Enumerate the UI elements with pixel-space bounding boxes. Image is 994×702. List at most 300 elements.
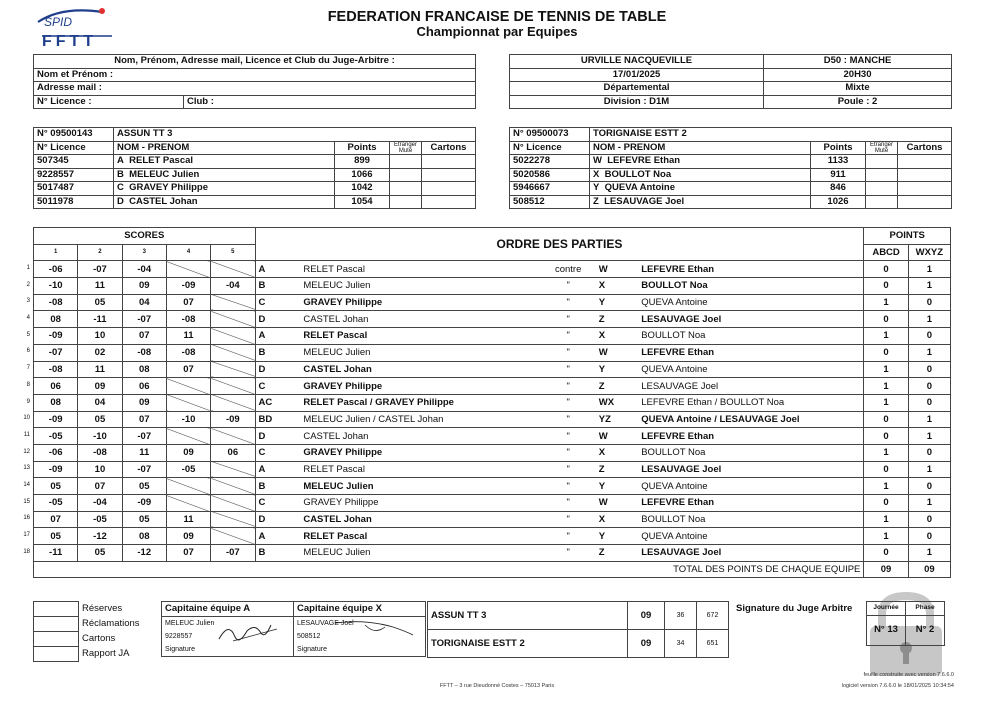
referee-signature-label: Signature du Juge Arbitre <box>736 603 853 614</box>
match-row <box>34 394 951 411</box>
versus-mark: " <box>548 344 589 361</box>
match-number: 11 <box>23 431 30 438</box>
match-number: 1 <box>26 265 30 271</box>
checklist-reserves: Réserves <box>82 603 123 614</box>
set-score: 05 <box>122 478 166 495</box>
versus-mark: " <box>548 294 589 311</box>
versus-mark: " <box>548 461 589 478</box>
captain-a-title: Capitaine équipe A <box>162 602 294 617</box>
set-score: 05 <box>78 294 122 311</box>
match-rows <box>34 261 951 561</box>
captain-signatures <box>215 617 415 647</box>
player-licence: 9228557 <box>34 168 114 182</box>
set-score: 06 <box>34 378 78 395</box>
result-x: 1 <box>908 545 950 562</box>
player-a-letters: D <box>255 311 300 328</box>
match-number: 18 <box>23 548 30 555</box>
set-score: -08 <box>78 444 122 461</box>
player-x-letters: Z <box>589 461 638 478</box>
player-letter: B <box>117 168 124 180</box>
match-number: 15 <box>23 498 30 505</box>
result-x-score: 09 <box>628 630 665 658</box>
set-score: 09 <box>166 528 210 545</box>
total-x: 09 <box>908 561 950 578</box>
set-score: -04 <box>211 278 255 295</box>
set-score: 04 <box>122 294 166 311</box>
set-score: -11 <box>78 311 122 328</box>
set-score: 07 <box>166 361 210 378</box>
versus-mark: " <box>548 328 589 345</box>
match-row <box>34 495 951 512</box>
match-number: 10 <box>23 415 30 422</box>
result-x: 1 <box>908 428 950 445</box>
result-a: 0 <box>864 428 908 445</box>
player-x-letters: YZ <box>589 411 638 428</box>
result-a: 1 <box>864 511 908 528</box>
set-score: 07 <box>78 478 122 495</box>
team-a-player-row <box>34 168 476 182</box>
set-score: -10 <box>78 428 122 445</box>
match-row <box>34 478 951 495</box>
set-score <box>166 478 210 495</box>
checklist-cards: Cartons <box>82 633 116 644</box>
player-x-letters: Z <box>589 311 638 328</box>
player-a-name: MELEUC Julien / CASTEL Johan <box>300 411 547 428</box>
match-number: 7 <box>26 365 30 372</box>
set-score: -09 <box>211 411 255 428</box>
set-score: 05 <box>78 545 122 562</box>
player-x-letters: X <box>589 328 638 345</box>
result-a: 1 <box>864 478 908 495</box>
set-score: 07 <box>122 328 166 345</box>
player-a-letters: B <box>255 278 300 295</box>
result-x-points: 651 <box>697 630 729 658</box>
player-licence: 5022278 <box>510 155 590 169</box>
set-score <box>211 361 255 378</box>
set-score <box>166 495 210 512</box>
match-row <box>34 344 951 361</box>
set-score <box>211 428 255 445</box>
meeting-table <box>509 54 952 109</box>
checklist-claims: Réclamations <box>82 618 140 629</box>
result-team-x: TORIGNAISE ESTT 2 <box>428 630 628 658</box>
player-name: LESAUVAGE Joel <box>604 195 685 207</box>
set-score: -09 <box>34 411 78 428</box>
player-a-name: GRAVEY Philippe <box>300 495 547 512</box>
result-a: 0 <box>864 411 908 428</box>
result-a: 1 <box>864 528 908 545</box>
player-a-letters: C <box>255 378 300 395</box>
set-score: 08 <box>122 528 166 545</box>
match-number: 4 <box>26 315 30 322</box>
player-a-name: RELET Pascal <box>300 461 547 478</box>
player-x-letters: W <box>589 261 638 278</box>
set-score <box>166 394 210 411</box>
result-a: 0 <box>864 278 908 295</box>
captain-a-signature-label: Signature <box>162 644 294 657</box>
player-a-name: MELEUC Julien <box>300 545 547 562</box>
player-x-name: QUEVA Antoine <box>638 294 864 311</box>
player-points: 1042 <box>335 182 390 196</box>
set-score: 08 <box>122 361 166 378</box>
built-version-note: feuille construite avec version 7.6.6.0 <box>863 672 954 678</box>
result-a: 0 <box>864 311 908 328</box>
match-row <box>34 294 951 311</box>
meeting-category: Mixte <box>764 82 952 96</box>
result-a: 0 <box>864 461 908 478</box>
meeting-pool: Poule : 2 <box>764 95 952 109</box>
order-heading: ORDRE DES PARTIES <box>255 228 864 261</box>
referee-licence-label: N° Licence : <box>34 95 184 109</box>
captain-a-licence: 9228557 <box>162 630 294 644</box>
set-score: 11 <box>166 511 210 528</box>
result-x: 0 <box>908 328 950 345</box>
set-score <box>211 261 255 278</box>
result-a: 1 <box>864 378 908 395</box>
set-score <box>211 461 255 478</box>
set-score <box>211 528 255 545</box>
player-name: GRAVEY Philippe <box>129 182 208 194</box>
player-x-name: LEFEVRE Ethan / BOULLOT Noa <box>638 394 864 411</box>
match-number: 14 <box>23 481 30 488</box>
phase-value: N° 2 <box>906 615 945 645</box>
player-a-name: GRAVEY Philippe <box>300 444 547 461</box>
set-score: -10 <box>34 278 78 295</box>
team-a-player-row <box>34 195 476 209</box>
total-label: TOTAL DES POINTS DE CHAQUE EQUIPE <box>34 561 864 578</box>
player-name: QUEVA Antoine <box>604 182 675 194</box>
referee-club-label: Club : <box>184 95 476 109</box>
player-licence: 508512 <box>510 195 590 209</box>
points-col-abcd: ABCD <box>864 244 908 261</box>
player-letter: A <box>117 155 124 167</box>
result-x: 1 <box>908 344 950 361</box>
captain-a-name: MELEUC Julien <box>162 617 294 631</box>
player-a-letters: C <box>255 444 300 461</box>
set-score: -04 <box>78 495 122 512</box>
set-score: -10 <box>166 411 210 428</box>
set-score: 07 <box>166 294 210 311</box>
match-row <box>34 444 951 461</box>
player-x-letters: Z <box>589 378 638 395</box>
checklist-report: Rapport JA <box>82 648 130 659</box>
player-letter: W <box>593 155 602 167</box>
match-row <box>34 278 951 295</box>
player-x-letters: Y <box>589 361 638 378</box>
player-letter: X <box>593 168 600 180</box>
team-a-player-row <box>34 155 476 169</box>
player-a-letters: D <box>255 511 300 528</box>
result-a: 0 <box>864 344 908 361</box>
logo-spid-text: SPID <box>44 15 73 29</box>
set-score: -08 <box>166 311 210 328</box>
team-a-player-row <box>34 182 476 196</box>
set-score: 05 <box>34 478 78 495</box>
match-number: 3 <box>26 298 30 305</box>
result-a-sets: 36 <box>665 602 697 630</box>
player-a-letters: C <box>255 495 300 512</box>
match-row <box>34 511 951 528</box>
team-x-col-points: Points <box>811 141 866 155</box>
match-row <box>34 328 951 345</box>
day-phase-table <box>866 601 945 646</box>
player-a-name: CASTEL Johan <box>300 511 547 528</box>
set-score: 10 <box>78 328 122 345</box>
set-score: -08 <box>122 344 166 361</box>
set-score: -08 <box>34 361 78 378</box>
player-licence: 5946667 <box>510 182 590 196</box>
player-x-name: BOULLOT Noa <box>638 328 864 345</box>
player-a-letters: C <box>255 294 300 311</box>
set-score: 07 <box>34 511 78 528</box>
player-x-name: LESAUVAGE Joel <box>638 545 864 562</box>
set-score: 11 <box>78 361 122 378</box>
player-a-letters: A <box>255 461 300 478</box>
player-x-letters: W <box>589 344 638 361</box>
player-a-letters: A <box>255 328 300 345</box>
player-a-name: MELEUC Julien <box>300 478 547 495</box>
player-a-letters: B <box>255 478 300 495</box>
set-score <box>166 378 210 395</box>
player-letter: D <box>117 195 124 207</box>
player-x-name: BOULLOT Noa <box>638 444 864 461</box>
team-x-player-row <box>510 195 952 209</box>
set-score: 08 <box>34 311 78 328</box>
scores-heading: SCORES <box>34 228 256 245</box>
set-score: -06 <box>34 261 78 278</box>
set-score: 05 <box>78 411 122 428</box>
set-score: -05 <box>166 461 210 478</box>
team-x-col-licence: N° Licence <box>510 141 590 155</box>
versus-mark: " <box>548 278 589 295</box>
points-col-wxyz: WXYZ <box>908 244 950 261</box>
player-a-letters: A <box>255 261 300 278</box>
team-a-table <box>33 127 476 209</box>
player-points: 899 <box>335 155 390 169</box>
set-score: 11 <box>78 278 122 295</box>
set-score <box>211 378 255 395</box>
team-x-player-row <box>510 155 952 169</box>
result-a: 1 <box>864 444 908 461</box>
set-score: 09 <box>122 394 166 411</box>
versus-mark: " <box>548 378 589 395</box>
set-score: -09 <box>34 461 78 478</box>
set-score: -07 <box>211 545 255 562</box>
versus-mark: " <box>548 478 589 495</box>
player-licence: 5017487 <box>34 182 114 196</box>
fftt-address: FFTT – 3 rue Dieudonné Costes – 75013 Paris <box>439 683 555 689</box>
result-x: 0 <box>908 394 950 411</box>
match-row <box>34 428 951 445</box>
set-score <box>211 478 255 495</box>
versus-mark: contre <box>548 261 589 278</box>
meeting-time: 20H30 <box>764 68 952 82</box>
player-x-name: QUEVA Antoine <box>638 478 864 495</box>
player-x-name: LEFEVRE Ethan <box>638 344 864 361</box>
player-a-name: GRAVEY Philippe <box>300 378 547 395</box>
player-a-letters: B <box>255 545 300 562</box>
match-number: 5 <box>26 331 30 338</box>
set-score: -09 <box>166 278 210 295</box>
result-x: 0 <box>908 378 950 395</box>
phase-label: Phase <box>906 602 945 616</box>
team-x-table <box>509 127 952 209</box>
set-score: 10 <box>78 461 122 478</box>
player-x-name: LESAUVAGE Joel <box>638 378 864 395</box>
referee-heading: Nom, Prénom, Adresse mail, Licence et Club du Juge-Arbitre : <box>34 55 476 69</box>
match-row <box>34 461 951 478</box>
result-x-sets: 34 <box>665 630 697 658</box>
set-score: 05 <box>34 528 78 545</box>
versus-mark: " <box>548 545 589 562</box>
team-a-col-points: Points <box>335 141 390 155</box>
result-a: 1 <box>864 394 908 411</box>
set-score: -12 <box>122 545 166 562</box>
result-x: 1 <box>908 461 950 478</box>
versus-mark: " <box>548 528 589 545</box>
set-score: 02 <box>78 344 122 361</box>
result-a-points: 672 <box>697 602 729 630</box>
results-table <box>427 601 729 658</box>
player-a-name: RELET Pascal <box>300 328 547 345</box>
match-number: 6 <box>26 348 30 355</box>
versus-mark: " <box>548 444 589 461</box>
points-heading: POINTS <box>864 228 951 245</box>
player-x-name: QUEVA Antoine <box>638 528 864 545</box>
set-score: -08 <box>34 294 78 311</box>
result-a: 1 <box>864 294 908 311</box>
player-points: 1054 <box>335 195 390 209</box>
player-x-letters: Y <box>589 528 638 545</box>
total-a: 09 <box>864 561 908 578</box>
set-score <box>211 511 255 528</box>
match-row <box>34 545 951 562</box>
match-number: 12 <box>23 448 30 455</box>
player-x-letters: X <box>589 278 638 295</box>
result-a: 0 <box>864 261 908 278</box>
versus-mark: " <box>548 511 589 528</box>
team-a-col-name: NOM - PRENOM <box>114 141 335 155</box>
player-x-name: LESAUVAGE Joel <box>638 461 864 478</box>
player-letter: C <box>117 182 124 194</box>
player-x-name: LEFEVRE Ethan <box>638 261 864 278</box>
set-score: -09 <box>34 328 78 345</box>
software-version-note: logiciel version 7.6.6.0 le 18/01/2025 10:34:54 <box>841 683 954 689</box>
result-x: 1 <box>908 261 950 278</box>
set-col-2: 2 <box>78 244 122 261</box>
player-a-letters: D <box>255 428 300 445</box>
player-x-letters: X <box>589 511 638 528</box>
meeting-venue: URVILLE NACQUEVILLE <box>510 55 764 69</box>
page-title: FEDERATION FRANCAISE DE TENNIS DE TABLE <box>327 9 667 25</box>
set-score: -04 <box>122 261 166 278</box>
player-x-name: BOULLOT Noa <box>638 511 864 528</box>
day-label: Journée <box>867 602 906 616</box>
player-licence: 5011978 <box>34 195 114 209</box>
player-a-name: RELET Pascal / GRAVEY Philippe <box>300 394 547 411</box>
set-score: -07 <box>122 461 166 478</box>
team-x-col-name: NOM - PRENOM <box>590 141 811 155</box>
player-name: CASTEL Johan <box>129 195 198 207</box>
result-x: 1 <box>908 311 950 328</box>
player-licence: 5020586 <box>510 168 590 182</box>
team-a-name: ASSUN TT 3 <box>114 128 476 142</box>
player-a-name: MELEUC Julien <box>300 278 547 295</box>
team-x-player-row <box>510 168 952 182</box>
team-x-col-cards: Cartons <box>898 141 952 155</box>
referee-table <box>33 54 476 109</box>
set-score: -05 <box>34 495 78 512</box>
player-points: 846 <box>811 182 866 196</box>
versus-mark: " <box>548 411 589 428</box>
versus-mark: " <box>548 428 589 445</box>
player-x-letters: WX <box>589 394 638 411</box>
player-name: MELEUC Julien <box>129 168 200 180</box>
player-a-name: RELET Pascal <box>300 528 547 545</box>
matches-table <box>33 227 951 578</box>
player-letter: Z <box>593 195 599 207</box>
set-score: 09 <box>166 444 210 461</box>
team-x-name: TORIGNAISE ESTT 2 <box>590 128 952 142</box>
referee-mail-label: Adresse mail : <box>34 82 476 96</box>
set-col-3: 3 <box>122 244 166 261</box>
result-x: 0 <box>908 528 950 545</box>
set-score: 07 <box>166 545 210 562</box>
team-a-col-licence: N° Licence <box>34 141 114 155</box>
match-number: 17 <box>23 532 30 538</box>
result-a: 1 <box>864 361 908 378</box>
day-value: N° 13 <box>867 615 906 645</box>
result-a-score: 09 <box>628 602 665 630</box>
meeting-division: Division : D1M <box>510 95 764 109</box>
captain-x-name: LESAUVAGE Joel <box>294 617 426 631</box>
set-score: -06 <box>34 444 78 461</box>
logo-fftt-text: FFTT <box>42 33 98 48</box>
set-score <box>166 261 210 278</box>
result-x: 1 <box>908 278 950 295</box>
team-x-player-row <box>510 182 952 196</box>
captain-x-licence: 508512 <box>294 630 426 644</box>
team-a-col-foreign: Etranger Muté <box>390 141 422 155</box>
checklist-table <box>33 601 159 662</box>
set-score: 11 <box>122 444 166 461</box>
player-x-name: LEFEVRE Ethan <box>638 428 864 445</box>
versus-mark: " <box>548 361 589 378</box>
set-col-1: 1 <box>34 244 78 261</box>
match-number: 8 <box>26 381 30 388</box>
player-a-name: CASTEL Johan <box>300 361 547 378</box>
player-name: LEFEVRE Ethan <box>607 155 681 167</box>
player-points: 1026 <box>811 195 866 209</box>
player-a-letters: A <box>255 528 300 545</box>
team-a-col-cards: Cartons <box>422 141 476 155</box>
set-score: 05 <box>122 511 166 528</box>
player-a-letters: D <box>255 361 300 378</box>
match-number: 2 <box>26 281 30 288</box>
player-a-letters: BD <box>255 411 300 428</box>
match-number: 13 <box>23 465 30 472</box>
player-x-letters: Y <box>589 478 638 495</box>
player-x-letters: Y <box>589 294 638 311</box>
set-score <box>211 394 255 411</box>
result-x: 0 <box>908 294 950 311</box>
versus-mark: " <box>548 495 589 512</box>
player-a-name: RELET Pascal <box>300 261 547 278</box>
set-score: 11 <box>166 328 210 345</box>
result-x: 0 <box>908 444 950 461</box>
player-name: BOULLOT Noa <box>604 168 672 180</box>
set-score: -07 <box>122 311 166 328</box>
